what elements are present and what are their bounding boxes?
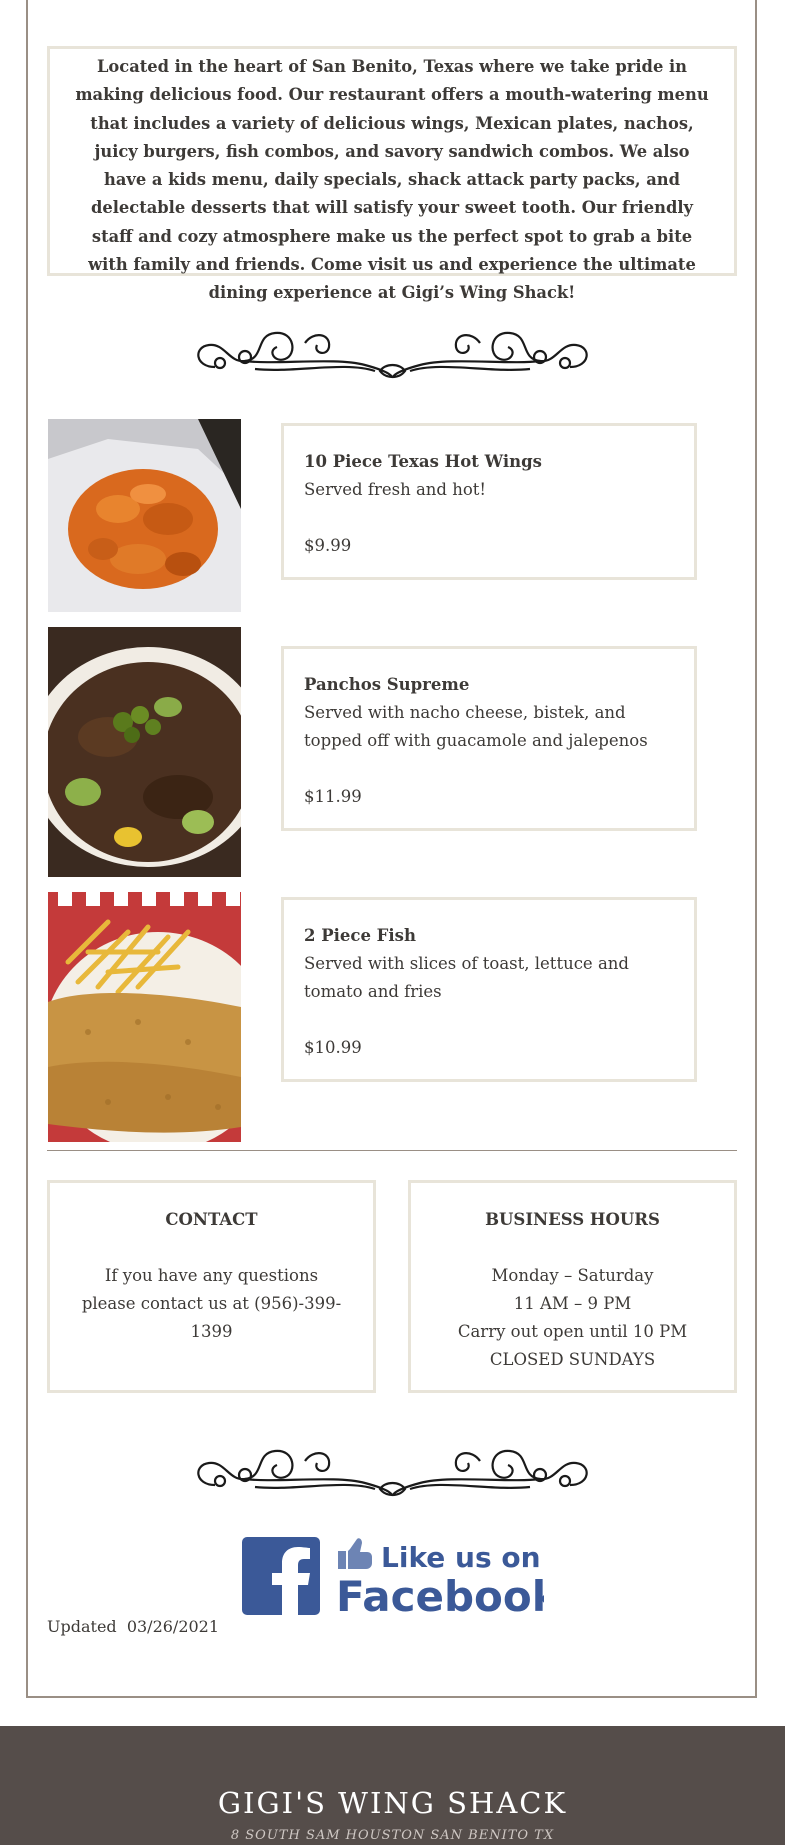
menu-item-name: 2 Piece Fish <box>304 926 416 945</box>
hours-line: CLOSED SUNDAYS <box>489 1350 656 1369</box>
hours-line: 11 AM – 9 PM <box>513 1294 632 1313</box>
facebook-line1: Like us on <box>381 1541 541 1574</box>
business-hours-box <box>408 1180 737 1393</box>
wings-photo <box>48 419 241 612</box>
menu-item-price: $10.99 <box>304 1038 362 1057</box>
site-footer <box>0 1726 785 1845</box>
thumbs-up-icon <box>338 1538 372 1569</box>
section-divider <box>47 1150 737 1151</box>
decorative-flourish-top <box>185 325 600 385</box>
hours-line: Monday – Saturday <box>491 1266 654 1285</box>
menu-item-description: Served with slices of toast, lettuce and tomato and fries <box>304 954 629 1001</box>
menu-item-price: $11.99 <box>304 787 362 806</box>
nachos-photo <box>48 627 241 877</box>
menu-item-name: Panchos Supreme <box>304 675 470 694</box>
footer-title: GIGI'S WING SHACK <box>217 1786 568 1820</box>
menu-item-description: Served with nacho cheese, bistek, and topped off with guacamole and jalepenos <box>304 703 648 750</box>
fish-photo <box>48 892 241 1142</box>
hours-line: Carry out open until 10 PM <box>457 1322 688 1341</box>
updated-date: Updated 03/26/2021 <box>47 1617 220 1636</box>
intro-box <box>47 46 737 303</box>
menu-item-description: Served fresh and hot! <box>304 480 487 499</box>
hours-heading: BUSINESS HOURS <box>485 1210 660 1229</box>
contact-heading: CONTACT <box>165 1210 258 1229</box>
facebook-line2: Facebook <box>336 1572 544 1615</box>
footer-address: 8 SOUTH SAM HOUSTON SAN BENITO TX <box>230 1828 555 1843</box>
menu-card-nachos <box>281 646 697 831</box>
menu-item-name: 10 Piece Texas Hot Wings <box>304 452 542 471</box>
menu-card-wings <box>281 423 697 580</box>
menu-card-fish <box>281 897 697 1082</box>
intro-text: Located in the heart of San Benito, Texas where we take pride in making delicious food. Our restaurant offers a mouth-watering menu that includes a variety of delicious wings, Mexican plates, nachos, juicy burgers, fish combos, and savory sandwich combos. We also have a kids menu, daily specials, shack attack party packs, and delectable desserts that will satisfy your sweet tooth. Our friendly staff and cozy atmosphere make us the perfect spot to grab a bite with family and friends. Come visit us and experience the ultimate dining experience at Gigi’s Wing Shack! <box>75 57 709 303</box>
contact-box <box>47 1180 376 1393</box>
decorative-flourish-bottom <box>185 1443 600 1503</box>
facebook-like-link[interactable] <box>242 1535 544 1615</box>
menu-item-price: $9.99 <box>304 536 352 555</box>
contact-text: If you have any questions please contact us at (956)-399-1399 <box>81 1266 342 1341</box>
